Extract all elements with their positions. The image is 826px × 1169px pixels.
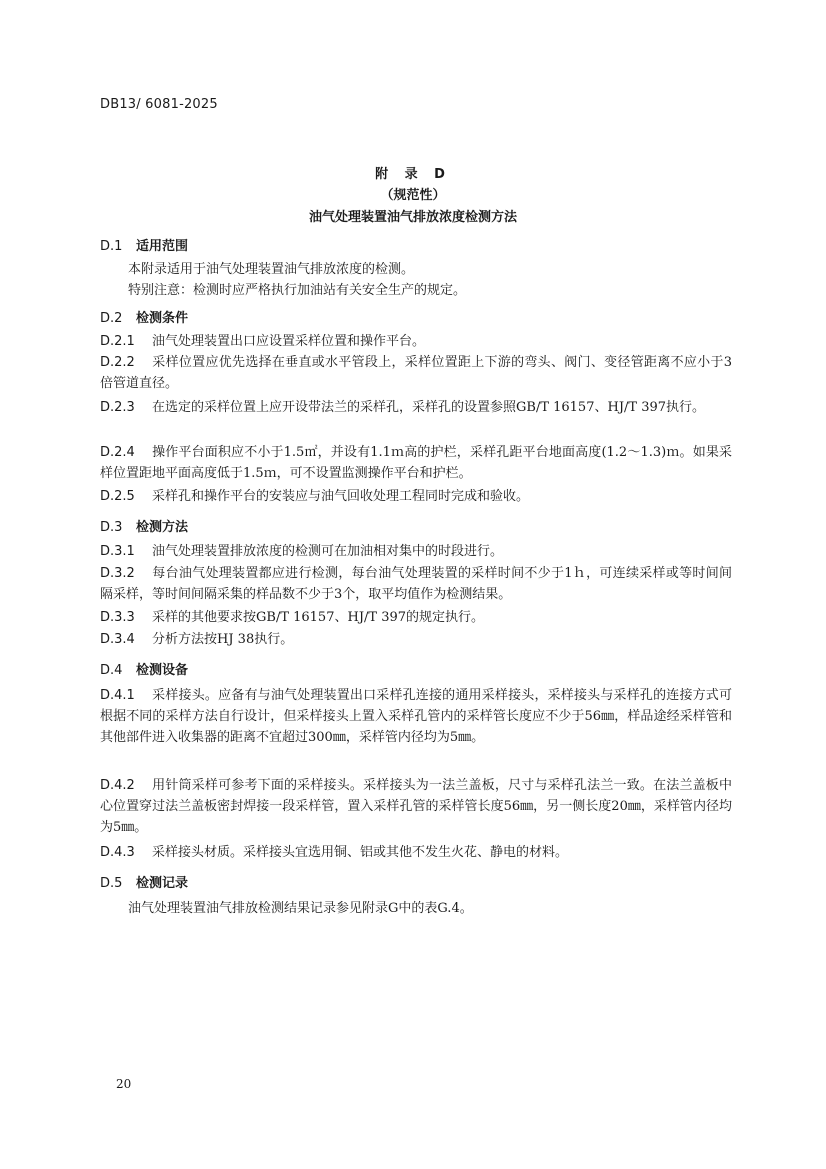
clause-d3-3 xyxy=(100,607,732,628)
clause-d2-4 xyxy=(100,442,732,484)
clause-number: D.3.2 xyxy=(100,566,135,581)
section-number: D.5 xyxy=(100,876,123,891)
paragraph: 本附录适用于油气处理装置油气排放浓度的检测。 xyxy=(128,262,415,277)
clause-d2-2 xyxy=(100,352,732,394)
clause-text: 分析方法按HJ 38执行。 xyxy=(152,632,294,647)
clause-number: D.4.1 xyxy=(100,688,135,703)
clause-number: D.4.3 xyxy=(100,845,135,860)
section-title: 检测条件 xyxy=(136,311,189,326)
clause-d2-1 xyxy=(100,331,732,352)
page-number: 20 xyxy=(116,1077,132,1091)
clause-text: 操作平台面积应不小于1.5㎡，并设有1.1ｍ高的护栏，采样孔距平台地面高度(1.2～1.3)ｍ。如果采样位置距地平面高度低于1.5ｍ，可不设置监测操作平台和护栏。 xyxy=(100,445,732,481)
clause-d3-2 xyxy=(100,563,732,605)
clause-text: 在选定的采样位置上应开设带法兰的采样孔，采样孔的设置参照GB/T 16157、HJ/T 397执行。 xyxy=(152,400,706,415)
clause-text: 每台油气处理装置都应进行检测，每台油气处理装置的采样时间不少于1ｈ，可连续采样或等时间间隔采样，等时间间隔采集的样品数不少于3个，取平均值作为检测结果。 xyxy=(100,566,732,602)
clause-d4-2 xyxy=(100,775,732,838)
section-heading-d1 xyxy=(100,235,188,254)
clause-number: D.2.5 xyxy=(100,489,135,504)
clause-d3-1 xyxy=(100,541,732,562)
section-number: D.4 xyxy=(100,663,123,678)
section-heading-d4 xyxy=(100,659,188,678)
section-title: 检测记录 xyxy=(136,876,189,891)
clause-number: D.2.3 xyxy=(100,400,135,415)
clause-d2-3 xyxy=(100,397,732,418)
clause-d2-5 xyxy=(100,486,732,507)
clause-number: D.2.4 xyxy=(100,445,135,460)
appendix-name: 油气处理装置油气排放浓度检测方法 xyxy=(308,210,517,225)
clause-number: D.2.1 xyxy=(100,334,135,349)
clause-text: 采样接头。应备有与油气处理装置出口采样孔连接的通用采样接头，采样接头与采样孔的连接方式可根据不同的采样方法自行设计，但采样接头上置入采样孔管内的采样管长度应不少于56㎜，样品途经采样管和其他部件进入收集器的距离不宜超过300㎜，采样管内径均为5㎜。 xyxy=(100,688,732,745)
clause-d4-1 xyxy=(100,685,732,748)
section-number: D.1 xyxy=(100,239,123,254)
clause-number: D.3.4 xyxy=(100,632,135,647)
clause-text: 采样孔和操作平台的安装应与油气回收处理工程同时完成和验收。 xyxy=(152,489,530,504)
document-code: DB13/ 6081-2025 xyxy=(100,97,218,112)
section-title: 检测方法 xyxy=(136,520,189,535)
section-title: 检测设备 xyxy=(136,663,189,678)
section-title: 适用范围 xyxy=(136,239,189,254)
clause-text: 采样位置应优先选择在垂直或水平管段上，采样位置距上下游的弯头、阀门、变径管距离不应小于3倍管道直径。 xyxy=(100,355,732,391)
clause-text: 用针筒采样可参考下面的采样接头。采样接头为一法兰盖板，尺寸与采样孔法兰一致。在法兰盖板中心位置穿过法兰盖板密封焊接一段采样管，置入采样孔管的采样管长度56㎜，另一侧长度20㎜，采样管内径均为5㎜。 xyxy=(100,778,732,835)
section-heading-d2 xyxy=(100,307,188,326)
section-heading-d5 xyxy=(100,872,188,891)
appendix-title: 附 录 D xyxy=(375,167,451,182)
section-number: D.2 xyxy=(100,311,123,326)
clause-text: 油气处理装置排放浓度的检测可在加油相对集中的时段进行。 xyxy=(152,544,504,559)
clause-number: D.4.2 xyxy=(100,778,135,793)
clause-number: D.3.1 xyxy=(100,544,135,559)
section-heading-d3 xyxy=(100,516,188,535)
section-number: D.3 xyxy=(100,520,123,535)
clause-text: 油气处理装置出口应设置采样位置和操作平台。 xyxy=(152,334,426,349)
clause-d4-3 xyxy=(100,842,732,863)
clause-number: D.2.2 xyxy=(100,355,135,370)
clause-text: 采样接头材质。采样接头宜选用铜、铝或其他不发生火花、静电的材料。 xyxy=(152,845,569,860)
clause-text: 采样的其他要求按GB/T 16157、HJ/T 397的规定执行。 xyxy=(152,610,485,625)
appendix-type: （规范性） xyxy=(380,188,446,203)
paragraph: 油气处理装置油气排放检测结果记录参见附录G中的表G.4。 xyxy=(128,901,473,916)
clause-number: D.3.3 xyxy=(100,610,135,625)
clause-d3-4 xyxy=(100,629,732,650)
paragraph: 特别注意：检测时应严格执行加油站有关安全生产的规定。 xyxy=(128,283,467,298)
